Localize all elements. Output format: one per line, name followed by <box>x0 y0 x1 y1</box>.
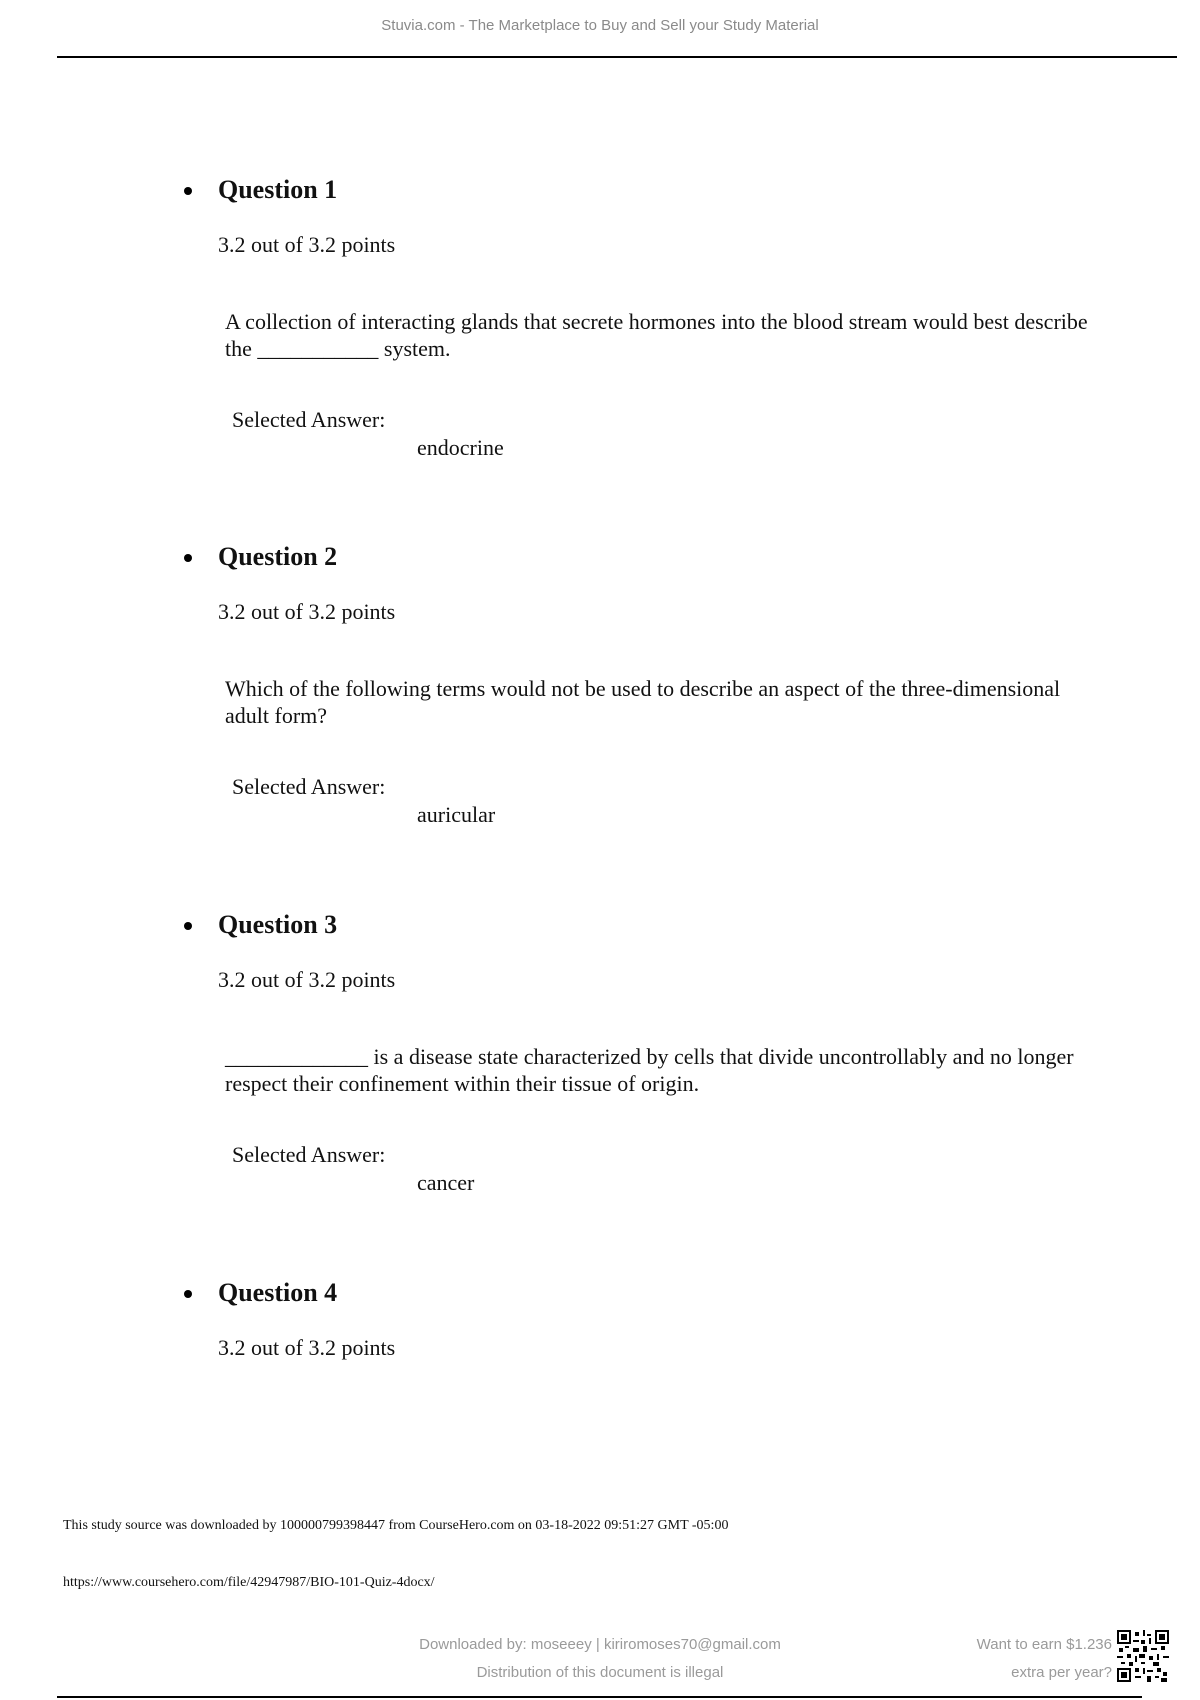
bullet-icon <box>184 922 192 930</box>
bullet-icon <box>184 554 192 562</box>
question-points: 3.2 out of 3.2 points <box>218 232 396 257</box>
page-header-text: Stuvia.com - The Marketplace to Buy and Sell your Study Material <box>381 17 819 34</box>
question-title: Question 1 <box>218 175 338 204</box>
question-title: Question 4 <box>218 1278 338 1307</box>
question-text: A collection of interacting glands that secrete hormones into the blood stream would best describe the ___________ system. <box>225 309 1088 361</box>
download-source-note: This study source was downloaded by 100000799398447 from CourseHero.com on 03-18-2022 09:51:27 GMT -05:00 <box>63 1518 729 1533</box>
selected-answer-value: cancer <box>417 1170 475 1195</box>
downloaded-by-text: Downloaded by: moseeey | kiriromoses70@gmail.com <box>419 1636 781 1653</box>
question-text: Which of the following terms would not be used to describe an aspect of the three-dimensional adult form? <box>225 676 1061 728</box>
footer-divider <box>57 1696 1142 1698</box>
earn-promo[interactable] <box>977 1631 1112 1687</box>
question-block <box>0 1277 1200 1397</box>
bullet-icon <box>184 1290 192 1298</box>
selected-answer-value: endocrine <box>417 435 504 460</box>
question-block <box>0 909 1200 1229</box>
selected-answer-label: Selected Answer: <box>232 1142 386 1167</box>
earn-promo-line1: Want to earn $1.236 <box>976 1636 1112 1653</box>
question-block <box>0 174 1200 494</box>
bullet-icon <box>184 187 192 195</box>
selected-answer-label: Selected Answer: <box>232 774 386 799</box>
question-title: Question 2 <box>218 542 338 571</box>
question-title: Question 3 <box>218 910 338 939</box>
distribution-notice: Distribution of this document is illegal <box>476 1664 724 1681</box>
header-divider <box>57 56 1177 58</box>
earn-promo-line2: extra per year? <box>1011 1664 1112 1681</box>
question-points: 3.2 out of 3.2 points <box>218 1335 396 1360</box>
question-text: _____________ is a disease state characterized by cells that divide uncontrollably and no longer respect their confinement within their tissue of origin. <box>225 1044 1074 1096</box>
question-block <box>0 541 1200 861</box>
question-points: 3.2 out of 3.2 points <box>218 967 396 992</box>
source-url-link[interactable]: https://www.coursehero.com/file/42947987/BIO-101-Quiz-4docx/ <box>63 1575 435 1590</box>
selected-answer-value: auricular <box>417 802 496 827</box>
question-points: 3.2 out of 3.2 points <box>218 599 396 624</box>
qr-code-icon[interactable] <box>1117 1630 1169 1682</box>
selected-answer-label: Selected Answer: <box>232 407 386 432</box>
